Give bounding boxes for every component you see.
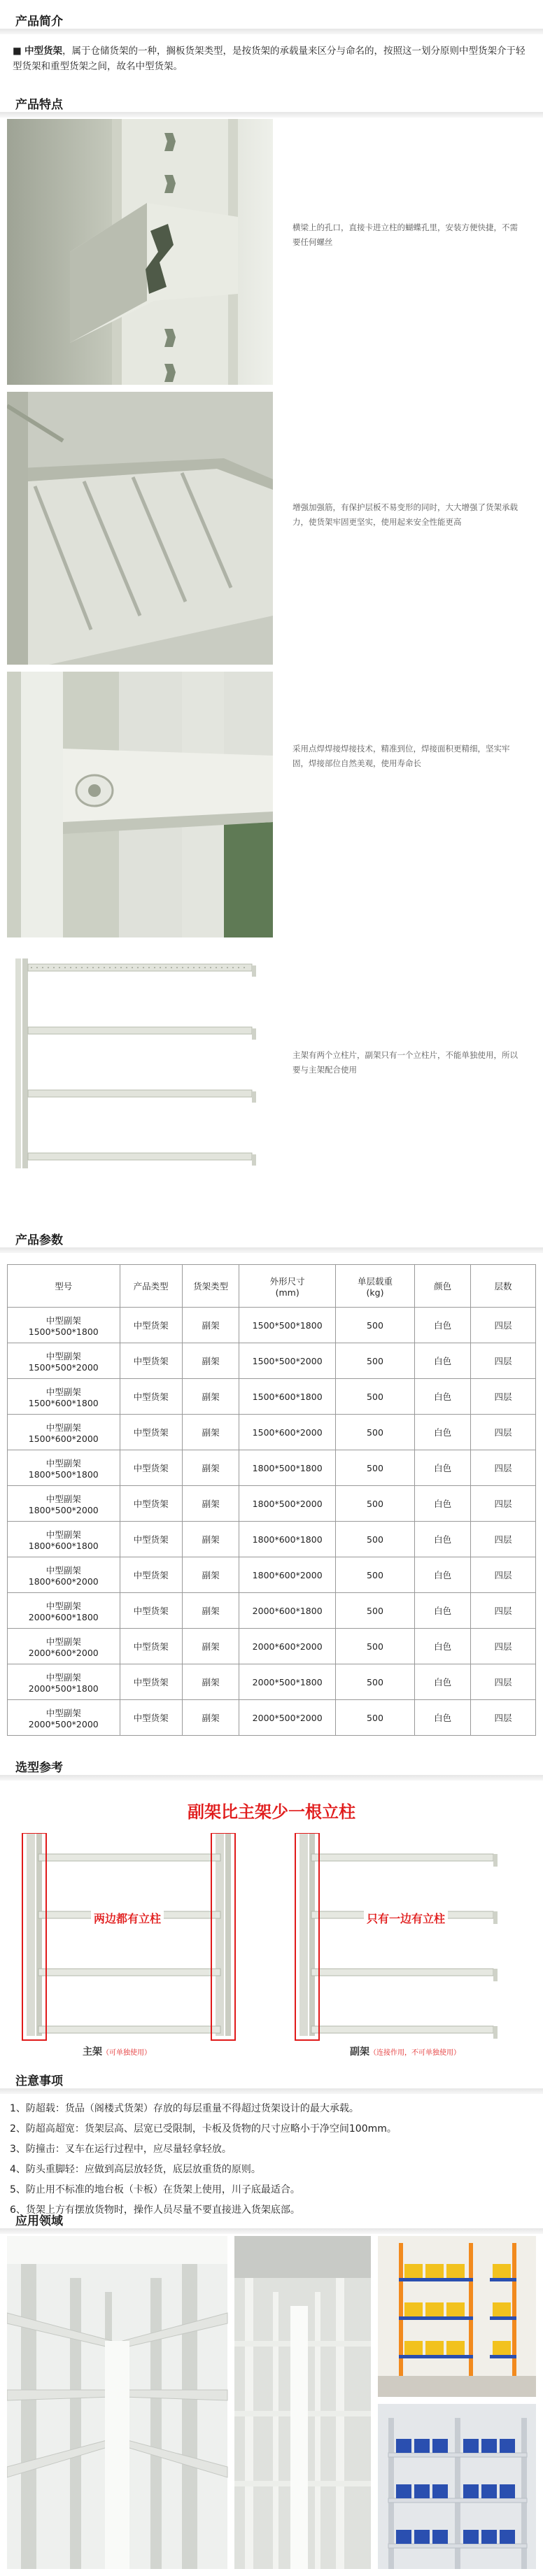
table-cell: 中型货架 — [120, 1308, 182, 1343]
table-cell: 四层 — [471, 1664, 536, 1700]
table-cell: 副架 — [182, 1664, 239, 1700]
feature-text: 增强加强筋，有保护层板不易变形的同时，大大增强了货架承载力，使货架牢固更坚实，使用起来安全性能更高 — [292, 502, 518, 527]
table-cell: 中型货架 — [120, 1450, 182, 1486]
table-cell: 四层 — [471, 1629, 536, 1664]
table-cell: 副架 — [182, 1308, 239, 1343]
section-title: 应用领域 — [15, 2214, 63, 2228]
table-row — [8, 1343, 536, 1379]
column-header: 型号 — [8, 1265, 120, 1308]
table-cell: 四层 — [471, 1379, 536, 1415]
table-cell: 中型货架 — [120, 1379, 182, 1415]
table-cell: 中型副架 2000*500*2000 — [8, 1700, 120, 1736]
table-cell: 1500*500*2000 — [239, 1343, 335, 1379]
section-header-notes — [0, 2071, 543, 2088]
feature-block-2 — [0, 392, 543, 665]
note-item: 6、货架上方有摆放货物时，操作人员尽量不要直接进入货架底部。 — [10, 2205, 300, 2216]
table-cell: 中型货架 — [120, 1557, 182, 1593]
table-row — [8, 1629, 536, 1664]
column-header: 产品类型 — [120, 1265, 182, 1308]
table-cell: 500 — [335, 1486, 414, 1522]
table-cell: 四层 — [471, 1700, 536, 1736]
table-cell: 副架 — [182, 1557, 239, 1593]
table-cell: 副架 — [182, 1629, 239, 1664]
table-cell: 500 — [335, 1700, 414, 1736]
table-cell: 副架 — [182, 1486, 239, 1522]
table-cell: 白色 — [415, 1308, 471, 1343]
table-cell: 中型副架 1800*600*1800 — [8, 1522, 120, 1557]
selection-title: 副架比主架少一根立柱 — [188, 1802, 355, 1822]
table-cell: 副架 — [182, 1343, 239, 1379]
table-cell: 中型货架 — [120, 1343, 182, 1379]
table-cell: 副架 — [182, 1522, 239, 1557]
feature-text: 主架有两个立柱片，副架只有一个立柱片，不能单独使用，所以要与主架配合使用 — [292, 1050, 518, 1075]
table-cell: 白色 — [415, 1629, 471, 1664]
section-divider — [0, 112, 543, 118]
table-cell: 四层 — [471, 1486, 536, 1522]
table-cell: 中型副架 2000*500*1800 — [8, 1664, 120, 1700]
section-title: 产品特点 — [15, 98, 63, 112]
table-cell: 四层 — [471, 1593, 536, 1629]
main-rack-callout: 两边都有立柱 — [91, 1910, 164, 1926]
table-cell: 1800*500*1800 — [239, 1450, 335, 1486]
table-cell: 中型副架 1800*500*1800 — [8, 1450, 120, 1486]
table-cell: 500 — [335, 1593, 414, 1629]
table-body — [8, 1308, 536, 1736]
feature-block-4 — [0, 944, 543, 1182]
table-cell: 中型副架 1800*600*2000 — [8, 1557, 120, 1593]
table-cell: 500 — [335, 1522, 414, 1557]
feature-text: 横梁上的孔口，直接卡进立柱的蝴蝶孔里，安装方便快捷，不需要任何螺丝 — [292, 222, 518, 247]
selection-diagram — [0, 1784, 543, 2064]
section-title: 产品参数 — [15, 1233, 63, 1247]
feature-block-3 — [0, 672, 543, 937]
section-title: 选型参考 — [15, 1761, 63, 1775]
feature-text: 采用点焊焊接焊接技术，精准到位，焊接面积更精细，坚实牢固，焊接部位自然美观，使用寿命长 — [292, 744, 510, 768]
section-divider — [0, 2228, 543, 2234]
table-cell: 四层 — [471, 1522, 536, 1557]
table-cell: 中型副架 1500*500*1800 — [8, 1308, 120, 1343]
photo-bin-racks-top — [378, 2236, 536, 2397]
table-cell: 500 — [335, 1379, 414, 1415]
bullet-icon: ■ — [13, 45, 25, 57]
rack-comparison-illustration — [0, 1833, 543, 2057]
table-cell: 白色 — [415, 1700, 471, 1736]
table-cell: 四层 — [471, 1415, 536, 1450]
main-rack-label: 主架 — [83, 2046, 102, 2058]
table-cell: 白色 — [415, 1486, 471, 1522]
table-cell: 中型副架 2000*600*1800 — [8, 1593, 120, 1629]
table-cell: 副架 — [182, 1415, 239, 1450]
table-cell: 副架 — [182, 1450, 239, 1486]
table-cell: 白色 — [415, 1379, 471, 1415]
table-cell: 1800*600*2000 — [239, 1557, 335, 1593]
table-cell: 2000*600*2000 — [239, 1629, 335, 1664]
table-row — [8, 1486, 536, 1522]
table-cell: 中型货架 — [120, 1593, 182, 1629]
table-row — [8, 1522, 536, 1557]
intro-text: ，属于仓储货架的一种，搁板货架类型，是按货架的承载量来区分与命名的，按照这一划分原则中型货架介于轻型货架和重型货架之间，故名中型货架。 — [13, 45, 526, 72]
table-cell: 2000*500*1800 — [239, 1664, 335, 1700]
section-header-intro — [0, 11, 543, 29]
table-cell: 1500*600*2000 — [239, 1415, 335, 1450]
section-divider — [0, 1247, 543, 1253]
table-row — [8, 1379, 536, 1415]
section-header-features — [0, 94, 543, 112]
section-divider — [0, 1775, 543, 1781]
main-rack-caption — [83, 2044, 151, 2058]
sub-rack-caption — [350, 2044, 460, 2058]
table-cell: 中型货架 — [120, 1415, 182, 1450]
feature-image-sub-rack — [7, 944, 273, 1182]
photo-bin-racks-bottom — [378, 2404, 536, 2569]
table-row — [8, 1593, 536, 1629]
column-header: 单层载重 (kg) — [335, 1265, 414, 1308]
table-row — [8, 1557, 536, 1593]
table-cell: 中型副架 1500*600*1800 — [8, 1379, 120, 1415]
sub-rack-label: 副架 — [350, 2046, 369, 2058]
feature-image-reinforcement-ribs — [7, 392, 273, 665]
table-cell: 500 — [335, 1450, 414, 1486]
photo-mezzanine-racks — [234, 2236, 371, 2569]
table-cell: 白色 — [415, 1343, 471, 1379]
table-cell: 1800*600*1800 — [239, 1522, 335, 1557]
note-item: 1、防超载：货品（阁楼式货架）存放的每层重量不得超过货架设计的最大承载。 — [10, 2103, 359, 2114]
section-title: 注意事项 — [15, 2074, 63, 2088]
feature-block-1 — [0, 119, 543, 385]
column-header: 货架类型 — [182, 1265, 239, 1308]
table-cell: 中型副架 1500*500*2000 — [8, 1343, 120, 1379]
table-cell: 四层 — [471, 1308, 536, 1343]
section-header-params — [0, 1230, 543, 1247]
photo-warehouse-aisle — [7, 2236, 227, 2569]
table-cell: 副架 — [182, 1379, 239, 1415]
table-cell: 中型货架 — [120, 1664, 182, 1700]
table-header-row — [8, 1265, 536, 1308]
table-cell: 500 — [335, 1664, 414, 1700]
note-item: 5、防止用不标准的地台板（卡板）在货架上使用，川子底最适合。 — [10, 2184, 300, 2195]
table-cell: 中型副架 1800*500*2000 — [8, 1486, 120, 1522]
table-cell: 中型货架 — [120, 1700, 182, 1736]
table-cell: 500 — [335, 1308, 414, 1343]
feature-image-spot-welding — [7, 672, 273, 937]
table-row — [8, 1450, 536, 1486]
table-cell: 1800*500*2000 — [239, 1486, 335, 1522]
table-cell: 2000*600*1800 — [239, 1593, 335, 1629]
table-cell: 1500*600*1800 — [239, 1379, 335, 1415]
column-header: 外形尺寸 (mm) — [239, 1265, 335, 1308]
section-header-applications — [0, 2211, 543, 2228]
table-cell: 中型货架 — [120, 1486, 182, 1522]
table-cell: 白色 — [415, 1450, 471, 1486]
table-cell: 白色 — [415, 1522, 471, 1557]
sub-rack-note: （连接作用，不可单独使用） — [369, 2049, 460, 2057]
table-cell: 四层 — [471, 1557, 536, 1593]
column-header: 颜色 — [415, 1265, 471, 1308]
table-cell: 四层 — [471, 1343, 536, 1379]
table-row — [8, 1308, 536, 1343]
table-cell: 中型副架 1500*600*2000 — [8, 1415, 120, 1450]
application-photos — [7, 2236, 536, 2569]
table-cell: 中型货架 — [120, 1629, 182, 1664]
feature-image-butterfly-hole — [7, 119, 273, 385]
note-item: 4、防头重脚轻：应做到高层放轻货，底层放重货的原则。 — [10, 2164, 261, 2175]
table-cell: 2000*500*2000 — [239, 1700, 335, 1736]
table-cell: 副架 — [182, 1593, 239, 1629]
table-cell: 副架 — [182, 1700, 239, 1736]
section-divider — [0, 2088, 543, 2094]
table-cell: 500 — [335, 1415, 414, 1450]
note-item: 2、防超高超宽：货架层高、层宽已受限制，卡板及货物的尺寸应略小于净空间100mm。 — [10, 2123, 397, 2135]
column-header: 层数 — [471, 1265, 536, 1308]
intro-bold-term: 中型货架 — [24, 45, 63, 57]
section-header-selection — [0, 1757, 543, 1775]
table-cell: 白色 — [415, 1415, 471, 1450]
table-cell: 500 — [335, 1557, 414, 1593]
intro-paragraph — [13, 43, 530, 74]
table-cell: 500 — [335, 1343, 414, 1379]
table-row — [8, 1415, 536, 1450]
table-row — [8, 1700, 536, 1736]
table-cell: 500 — [335, 1629, 414, 1664]
table-cell: 四层 — [471, 1450, 536, 1486]
note-item: 3、防撞击：叉车在运行过程中，应尽量轻拿轻放。 — [10, 2144, 232, 2155]
table-cell: 白色 — [415, 1593, 471, 1629]
section-divider — [0, 29, 543, 34]
params-table — [7, 1264, 536, 1736]
section-title: 产品简介 — [15, 15, 63, 29]
table-cell: 1500*500*1800 — [239, 1308, 335, 1343]
sub-rack-callout: 只有一边有立柱 — [364, 1910, 448, 1926]
table-cell: 中型货架 — [120, 1522, 182, 1557]
table-cell: 中型副架 2000*600*2000 — [8, 1629, 120, 1664]
main-rack-note: （可单独使用） — [102, 2049, 151, 2057]
notes-list — [10, 2099, 535, 2221]
table-row — [8, 1664, 536, 1700]
table-cell: 白色 — [415, 1664, 471, 1700]
table-cell: 白色 — [415, 1557, 471, 1593]
